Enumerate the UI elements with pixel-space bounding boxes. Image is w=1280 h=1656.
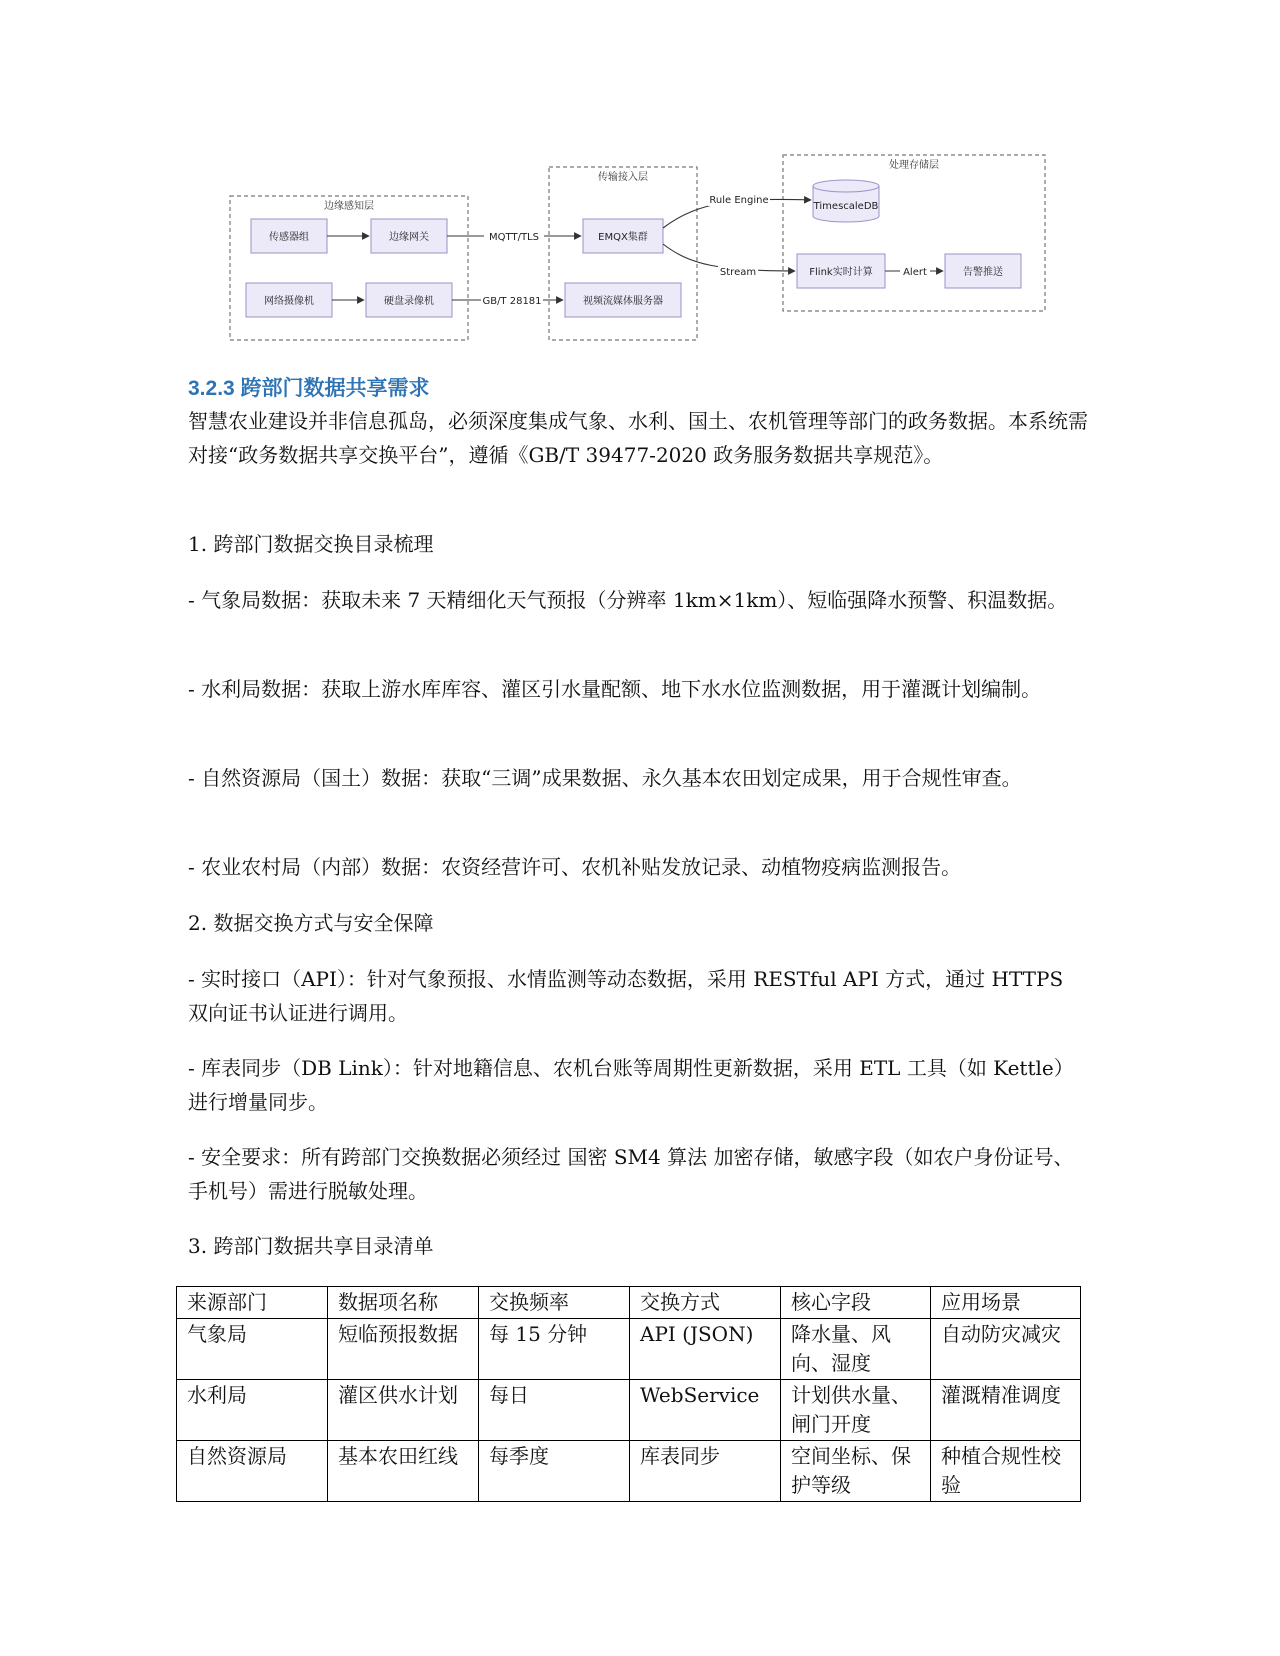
node-sensors-label: 传感器组 <box>269 232 309 243</box>
table-cell: 库表同步 <box>630 1441 781 1502</box>
table-cell: 每季度 <box>479 1441 630 1502</box>
table-cell: 自然资源局 <box>177 1441 328 1502</box>
edge-mqtt-label: MQTT/TLS <box>489 232 539 243</box>
group-storage-label: 处理存储层 <box>889 160 939 171</box>
table-cell: 每 15 分钟 <box>479 1319 630 1380</box>
table-cell: API (JSON) <box>630 1319 781 1380</box>
list1-item-land: - 自然资源局（国土）数据：获取“三调”成果数据、永久基本农田划定成果，用于合规性审查。 <box>188 766 1022 790</box>
node-emqx-label: EMQX集群 <box>598 232 648 243</box>
section-intro: 智慧农业建设并非信息孤岛，必须深度集成气象、水利、国土、农机管理等部门的政务数据。本系统需对接“政务数据共享交换平台”，遵循《GB/T 39477-2020 政务服务数据共享规范》。 <box>188 409 1088 467</box>
table-cell: WebService <box>630 1380 781 1441</box>
edge-gb28181-label: GB/T 28181 <box>482 296 542 307</box>
table-row <box>177 1441 1081 1502</box>
header-method: 交换方式 <box>630 1287 781 1319</box>
table-cell: 空间坐标、保护等级 <box>781 1441 931 1502</box>
table-cell: 水利局 <box>177 1380 328 1441</box>
table-cell: 每日 <box>479 1380 630 1441</box>
group-edge-label: 边缘感知层 <box>324 201 374 212</box>
section-title: 3.2.3 跨部门数据共享需求 <box>188 377 430 400</box>
data-sharing-table <box>176 1286 1081 1502</box>
edge-stream-label: Stream <box>719 267 757 278</box>
edge-alert-label: Alert <box>903 267 927 278</box>
list3-title: 3. 跨部门数据共享目录清单 <box>188 1234 434 1258</box>
list1-item-water: - 水利局数据：获取上游水库库容、灌区引水量配额、地下水水位监测数据，用于灌溉计划编制。 <box>188 677 1042 701</box>
table-cell: 气象局 <box>177 1319 328 1380</box>
list2-item-api: - 实时接口（API）：针对气象预报、水情监测等动态数据，采用 RESTful API 方式，通过 HTTPS 双向证书认证进行调用。 <box>188 967 1064 1025</box>
table-row <box>177 1380 1081 1441</box>
table-cell: 种植合规性校验 <box>931 1441 1081 1502</box>
table-header-row <box>177 1287 1081 1319</box>
table-cell: 短临预报数据 <box>328 1319 479 1380</box>
table-row <box>177 1319 1081 1380</box>
edge-rule-label: Rule Engine <box>709 195 769 206</box>
list2-item-security: - 安全要求：所有跨部门交换数据必须经过 国密 SM4 算法 加密存储，敏感字段（如农户身份证号、手机号）需进行脱敏处理。 <box>188 1145 1074 1203</box>
group-edge-box <box>230 196 468 340</box>
list2-title: 2. 数据交换方式与安全保障 <box>188 911 434 935</box>
list2-item-dblink: - 库表同步（DB Link）：针对地籍信息、农机台账等周期性更新数据，采用 ETL 工具（如 Kettle）进行增量同步。 <box>188 1056 1074 1114</box>
node-media-label: 视频流媒体服务器 <box>583 296 663 307</box>
list1-item-weather: - 气象局数据：获取未来 7 天精细化天气预报（分辨率 1km×1km）、短临强降水预警、积温数据。 <box>188 588 1068 612</box>
group-transport-label: 传输接入层 <box>598 172 648 183</box>
table-cell: 降水量、风向、湿度 <box>781 1319 931 1380</box>
node-timescaledb-label: TimescaleDB <box>813 201 879 212</box>
node-flink-label: Flink实时计算 <box>809 267 873 278</box>
header-frequency: 交换频率 <box>479 1287 630 1319</box>
header-source-dept: 来源部门 <box>177 1287 328 1319</box>
table-cell: 计划供水量、闸门开度 <box>781 1380 931 1441</box>
table-cell: 自动防灾减灾 <box>931 1319 1081 1380</box>
node-alarm-label: 告警推送 <box>963 267 1003 278</box>
architecture-diagram <box>0 0 1280 360</box>
table-cell: 基本农田红线 <box>328 1441 479 1502</box>
header-scenario: 应用场景 <box>931 1287 1081 1319</box>
node-gateway-label: 边缘网关 <box>389 232 429 243</box>
list1-title: 1. 跨部门数据交换目录梳理 <box>188 532 434 556</box>
table-cell: 灌溉精准调度 <box>931 1380 1081 1441</box>
list1-item-agri: - 农业农村局（内部）数据：农资经营许可、农机补贴发放记录、动植物疫病监测报告。 <box>188 855 962 879</box>
header-data-item: 数据项名称 <box>328 1287 479 1319</box>
table-cell: 灌区供水计划 <box>328 1380 479 1441</box>
header-core-fields: 核心字段 <box>781 1287 931 1319</box>
node-nvr-label: 硬盘录像机 <box>384 296 434 307</box>
node-camera-label: 网络摄像机 <box>264 296 314 307</box>
